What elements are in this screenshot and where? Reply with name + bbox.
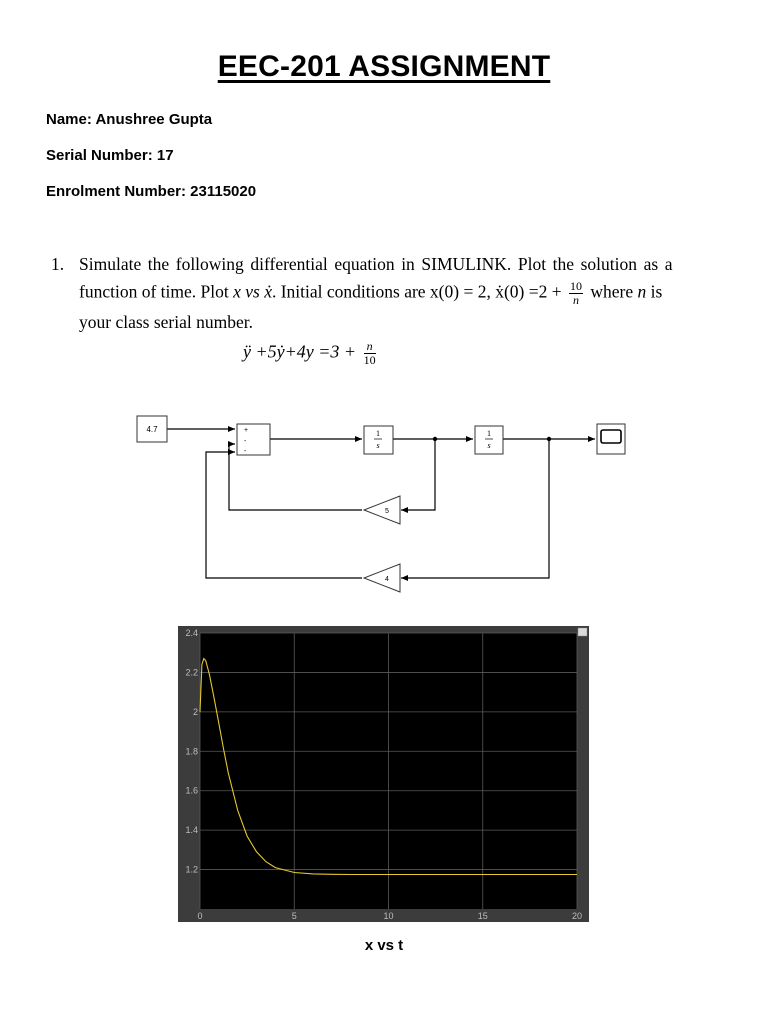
y-tick-label: 2.2 (185, 667, 198, 678)
gain-block-5[interactable] (364, 496, 400, 524)
y-tick-label: 1.4 (185, 825, 198, 836)
integrator-1-denominator: s (376, 441, 380, 450)
scope-corner-icon[interactable] (578, 628, 587, 636)
gain-block-4[interactable] (364, 564, 400, 592)
integrator-2-denominator: s (487, 441, 491, 450)
constant-value: 4.7 (146, 425, 158, 434)
x-tick-label: 0 (197, 911, 203, 921)
sum-sign-3: - (244, 448, 247, 455)
fraction-10-over-n: $\frac{10}{n}$ (569, 279, 582, 307)
question-number: 1. (51, 254, 65, 274)
chart-caption: x vs t (364, 937, 404, 954)
question-line-1: Simulate the following differential equation in SIMULINK. Plot the solution as a (79, 254, 673, 274)
fraction-n-over-10: $\frac{n}{10}$ (363, 339, 376, 367)
x-tick-label: 20 (571, 911, 583, 921)
y-tick-label: 1.6 (185, 785, 198, 796)
x-tick-label: 10 (383, 911, 394, 921)
scope-chart (178, 626, 589, 922)
y-tick-label: 1.8 (185, 746, 198, 757)
question-line-3: your class serial number. (79, 312, 253, 332)
integrator-2-numerator: 1 (487, 429, 491, 438)
y-tick-label: 1.2 (185, 864, 198, 875)
sum-sign-2: - (244, 438, 247, 445)
scope-screen-icon (601, 430, 621, 443)
sum-block[interactable] (237, 424, 270, 455)
sum-sign-1: + (244, 427, 249, 434)
integrator-1-numerator: 1 (376, 429, 380, 438)
document-title: EEC-201 ASSIGNMENT (217, 50, 551, 83)
x-tick-label: 5 (291, 911, 297, 921)
x-tick-label: 15 (477, 911, 488, 921)
serial-number: Serial Number: 17 (46, 147, 174, 164)
student-name: Name: Anushree Gupta (46, 111, 213, 128)
y-tick-label: 2 (192, 706, 198, 717)
question-line-2: function of time. Plot x vs ẋ. Initial conditions are x(0) = 2, ẋ(0) =2 + $\frac{10}{n}$ where n is (79, 279, 663, 307)
gain-4-value: 4 (385, 576, 389, 583)
y-tick-label: 2.4 (185, 628, 198, 638)
gain-5-value: 5 (385, 508, 389, 515)
enrolment-number: Enrolment Number: 23115020 (46, 183, 257, 200)
differential-equation: ÿ +5ẏ+4y =3 + $\frac{n}{10}$ (243, 339, 376, 367)
